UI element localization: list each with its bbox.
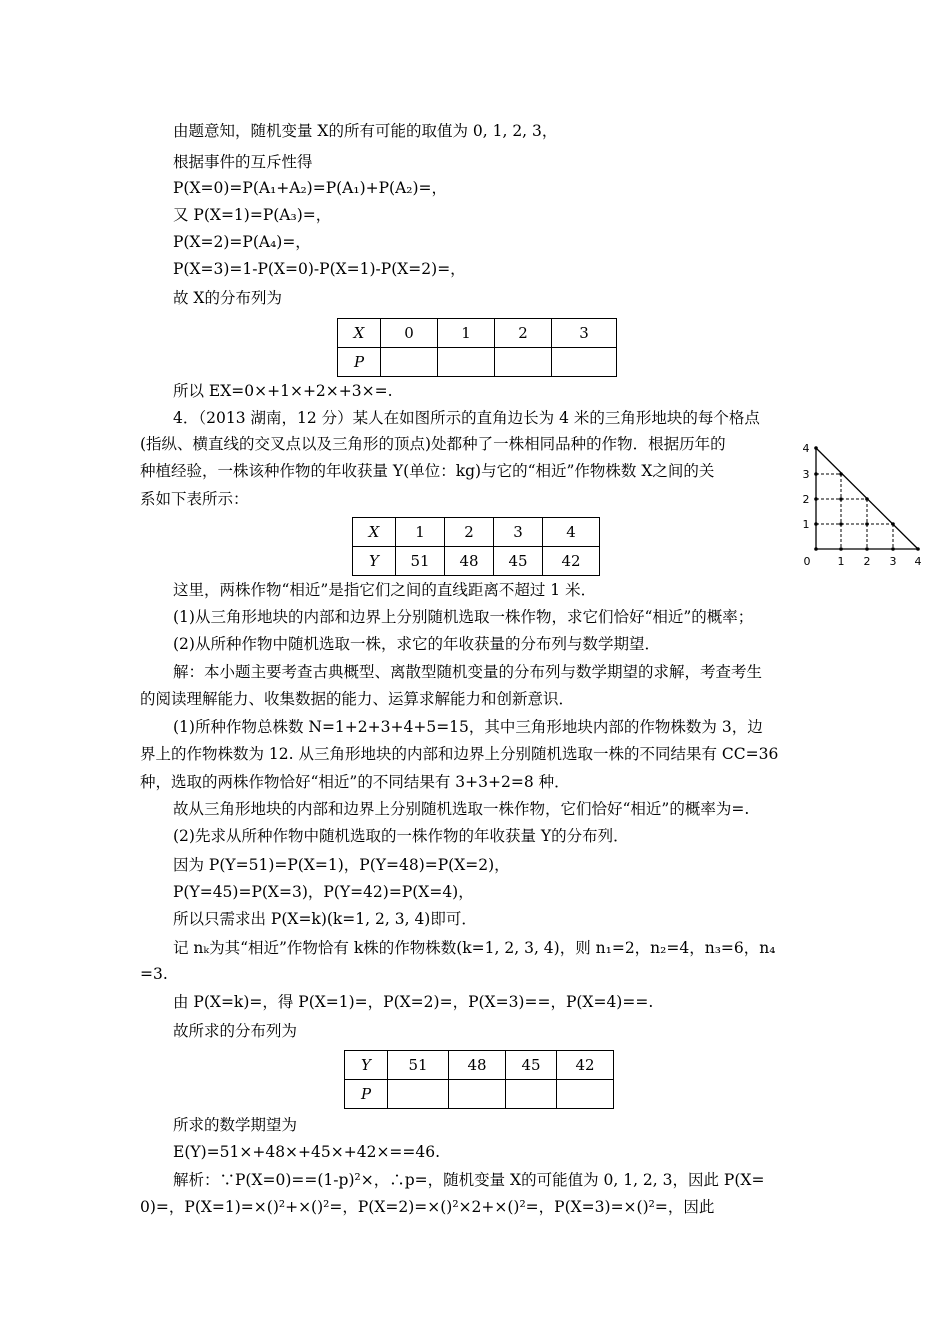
triangle-plot-figure: [790, 438, 930, 570]
table-cell: [495, 348, 552, 377]
text-line: E(Y)=51×+48×+45×+42×==46.: [173, 1143, 441, 1161]
table-cell: 45: [494, 547, 543, 576]
lattice-point: [865, 522, 869, 526]
table-cell: 1: [396, 518, 445, 547]
y-tick-label: 4: [802, 442, 810, 455]
x-tick-label: 1: [837, 555, 845, 568]
lattice-point: [891, 547, 895, 551]
lattice-point: [814, 446, 818, 450]
x-tick-label: 3: [889, 555, 897, 568]
text-line: 故从三角形地块的内部和边界上分别随机选取一株作物，它们恰好“相近”的概率为=.: [173, 800, 750, 818]
lattice-point: [839, 497, 843, 501]
x-tick-label: 0: [803, 555, 811, 568]
analysis-line: 解析：∵P(X=0)==(1-p)²×，∴p=，随机变量 X的可能值为 0, 1, 2, 3，因此 P(X=: [173, 1171, 765, 1189]
text-line: 种植经验，一株该种作物的年收获量 Y(单位：kg)与它的“相近”作物株数 X之间的关: [140, 462, 715, 480]
text-line: 系如下表所示：: [140, 490, 249, 508]
text-line: 所求的数学期望为: [173, 1116, 298, 1134]
lattice-point: [839, 472, 843, 476]
text-line: 根据事件的互斥性得: [173, 153, 313, 171]
distribution-table-x: [337, 318, 617, 377]
text-line: 这里，两株作物“相近”是指它们之间的直线距离不超过 1 米．: [173, 581, 597, 599]
text-line: 所以 EX=0×+1×+2×+3×=.: [173, 382, 393, 400]
table-cell: Y: [353, 547, 396, 576]
table-cell: 42: [557, 1051, 614, 1080]
text-line: 的阅读理解能力、收集数据的能力、运算求解能力和创新意识．: [140, 690, 575, 708]
yield-distribution-table: [344, 1050, 614, 1109]
text-line: 记 nₖ为其“相近”作物恰有 k株的作物株数(k=1, 2, 3, 4)，则 n₁=2，n₂=4，n₃=6，n₄: [173, 939, 776, 957]
table-cell: 3: [552, 319, 617, 348]
table-cell: [438, 348, 495, 377]
problem-4-title: 4．（2013 湖南，12 分）某人在如图所示的直角边长为 4 米的三角形地块的每个格点: [173, 409, 760, 427]
table-cell: 2: [495, 319, 552, 348]
lattice-point: [865, 547, 869, 551]
y-tick-label: 1: [802, 518, 810, 531]
table-cell: X: [353, 518, 396, 547]
lattice-point: [839, 547, 843, 551]
table-cell: [557, 1080, 614, 1109]
lattice-point: [814, 547, 818, 551]
table-cell: 42: [543, 547, 600, 576]
table-cell: Y: [345, 1051, 388, 1080]
question-2: (2)从所种作物中随机选取一株，求它的年收获量的分布列与数学期望．: [173, 635, 660, 653]
table-cell: P: [338, 348, 381, 377]
text-line: 界上的作物株数为 12. 从三角形地块的内部和边界上分别随机选取一株的不同结果有 CC=36: [140, 745, 779, 763]
table-cell: [552, 348, 617, 377]
table-cell: 1: [438, 319, 495, 348]
text-line: (指纵、横直线的交叉点以及三角形的顶点)处都种了一株相同品种的作物．根据历年的: [140, 435, 726, 453]
y-tick-label: 3: [802, 468, 810, 481]
text-line: 又 P(X=1)=P(A₃)=，: [173, 206, 332, 224]
table-cell: 48: [445, 547, 494, 576]
table-cell: P: [345, 1080, 388, 1109]
table-cell: [506, 1080, 557, 1109]
table-cell: [388, 1080, 449, 1109]
text-line: (2)先求从所种作物中随机选取的一株作物的年收获量 Y的分布列．: [173, 827, 629, 845]
text-line: 因为 P(Y=51)=P(X=1)，P(Y=48)=P(X=2)，: [173, 856, 510, 874]
text-line: 种，选取的两株作物恰好“相近”的不同结果有 3+3+2=8 种．: [140, 773, 570, 791]
text-line: P(X=0)=P(A₁+A₂)=P(A₁)+P(A₂)=，: [173, 179, 448, 197]
table-cell: 3: [494, 518, 543, 547]
lattice-point: [814, 522, 818, 526]
lattice-point: [814, 497, 818, 501]
table-cell: 51: [388, 1051, 449, 1080]
lattice-point: [891, 522, 895, 526]
question-1: (1)从三角形地块的内部和边界上分别随机选取一株作物，求它们恰好“相近”的概率；: [173, 608, 754, 626]
text-line: 由题意知，随机变量 X的所有可能的取值为 0, 1, 2, 3，: [173, 122, 558, 140]
text-line: 故 X的分布列为: [173, 289, 282, 307]
table-cell: 48: [449, 1051, 506, 1080]
table-cell: 4: [543, 518, 600, 547]
lattice-point: [839, 522, 843, 526]
y-tick-label: 2: [802, 493, 810, 506]
table-cell: [381, 348, 438, 377]
table-cell: 0: [381, 319, 438, 348]
lattice-point: [814, 472, 818, 476]
text-line: =3.: [140, 965, 168, 983]
yield-table: [352, 517, 600, 576]
text-line: 所以只需求出 P(X=k)(k=1, 2, 3, 4)即可．: [173, 910, 477, 928]
lattice-point: [916, 547, 920, 551]
text-line: P(X=2)=P(A₄)=，: [173, 233, 311, 251]
text-line: 由 P(X=k)=，得 P(X=1)=，P(X=2)=，P(X=3)==，P(X=4)==.: [173, 993, 654, 1011]
table-cell: [449, 1080, 506, 1109]
x-tick-label: 4: [914, 555, 922, 568]
table-cell: X: [338, 319, 381, 348]
table-cell: 2: [445, 518, 494, 547]
text-line: 0)=，P(X=1)=×()²+×()²=，P(X=2)=×()²×2+×()²=，P(X=3)=×()²=，因此: [140, 1198, 715, 1216]
text-line: 故所求的分布列为: [173, 1022, 298, 1040]
table-cell: 45: [506, 1051, 557, 1080]
solution-intro: 解：本小题主要考查古典概型、离散型随机变量的分布列与数学期望的求解，考查考生: [173, 663, 763, 681]
text-line: P(Y=45)=P(X=3)，P(Y=42)=P(X=4)，: [173, 883, 474, 901]
text-line: (1)所种作物总株数 N=1+2+3+4+5=15，其中三角形地块内部的作物株数为 3，边: [173, 718, 763, 736]
text-line: P(X=3)=1-P(X=0)-P(X=1)-P(X=2)=，: [173, 260, 466, 278]
table-cell: 51: [396, 547, 445, 576]
lattice-point: [865, 497, 869, 501]
x-tick-label: 2: [863, 555, 871, 568]
